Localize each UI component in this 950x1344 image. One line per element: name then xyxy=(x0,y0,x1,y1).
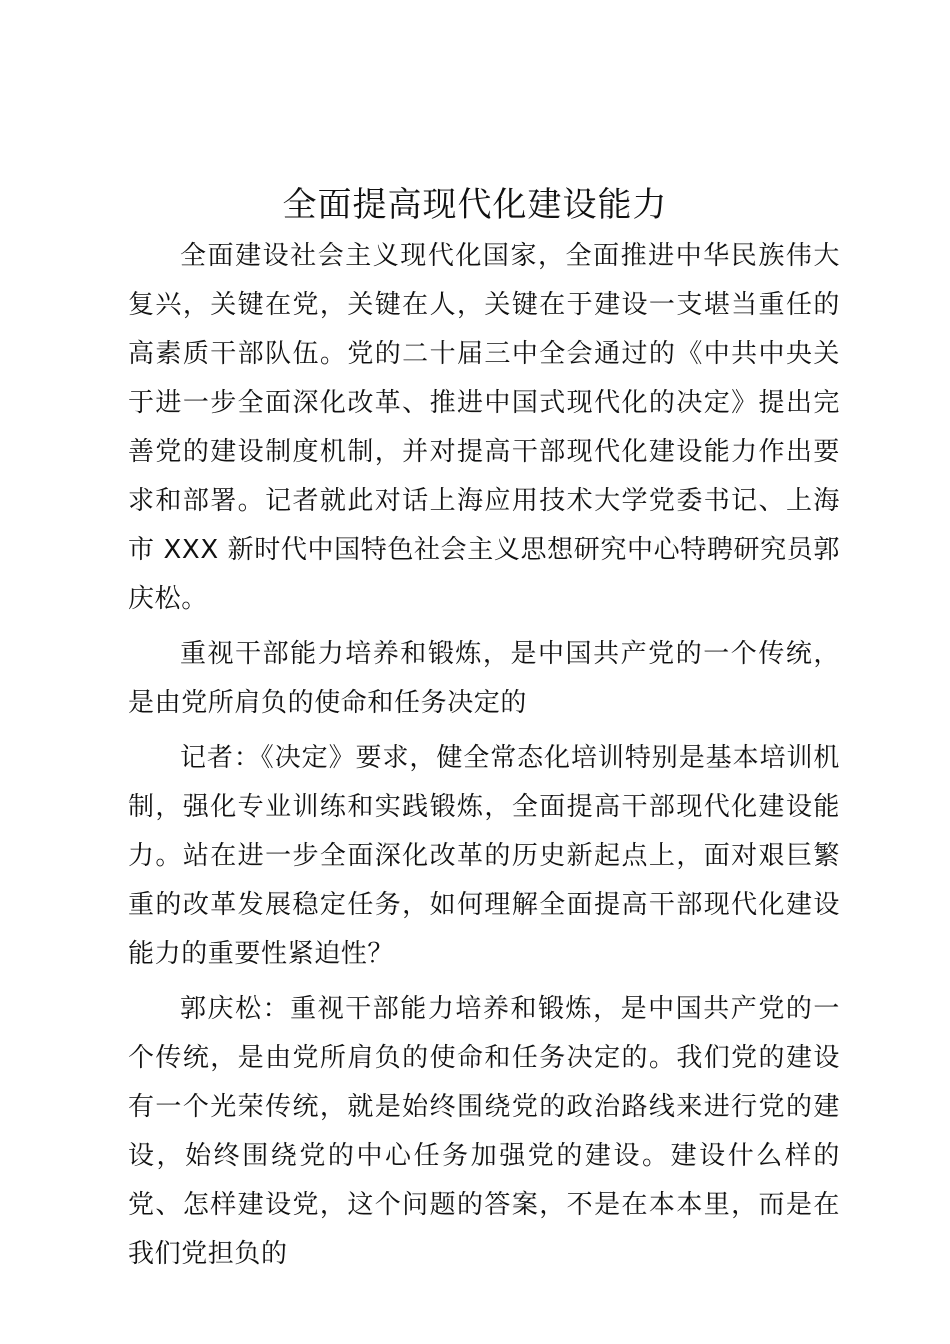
section-heading-paragraph: 重视干部能力培养和锻炼，是中国共产党的一个传统，是由党所肩负的使命和任务决定的 xyxy=(128,639,840,718)
document-title: 全面提高现代化建设能力 xyxy=(282,185,668,225)
document-body xyxy=(128,232,840,1279)
reporter-question-paragraph: 记者：《决定》要求，健全常态化培训特别是基本培训机制，强化专业训练和实践锻炼，全面提高干部现代化建设能力。站在进一步全面深化改革的历史新起点上，面对艰巨繁重的改革发展稳定任务，如何理解全面提高干部现代化建设能力的重要性紧迫性？ xyxy=(128,743,840,969)
intro-paragraph: 全面建设社会主义现代化国家，全面推进中华民族伟大复兴，关键在党，关键在人，关键在于建设一支堪当重任的高素质干部队伍。党的二十届三中全会通过的《中共中央关于进一步全面深化改革、推进中国式现代化的决定》提出完善党的建设制度机制，并对提高干部现代化建设能力作出要求和部署。记者就此对话上海应用技术大学党委书记、上海市 XXX 新时代中国特色社会主义思想研究中心特聘研究员郭庆松。 xyxy=(128,241,840,614)
interviewee-answer-paragraph: 郭庆松：重视干部能力培养和锻炼，是中国共产党的一个传统，是由党所肩负的使命和任务决定的。我们党的建设有一个光荣传统，就是始终围绕党的政治路线来进行党的建设，始终围绕党的中心任务加强党的建设。建设什么样的党、怎样建设党，这个问题的答案，不是在本本里，而是在我们党担负的 xyxy=(128,994,840,1269)
